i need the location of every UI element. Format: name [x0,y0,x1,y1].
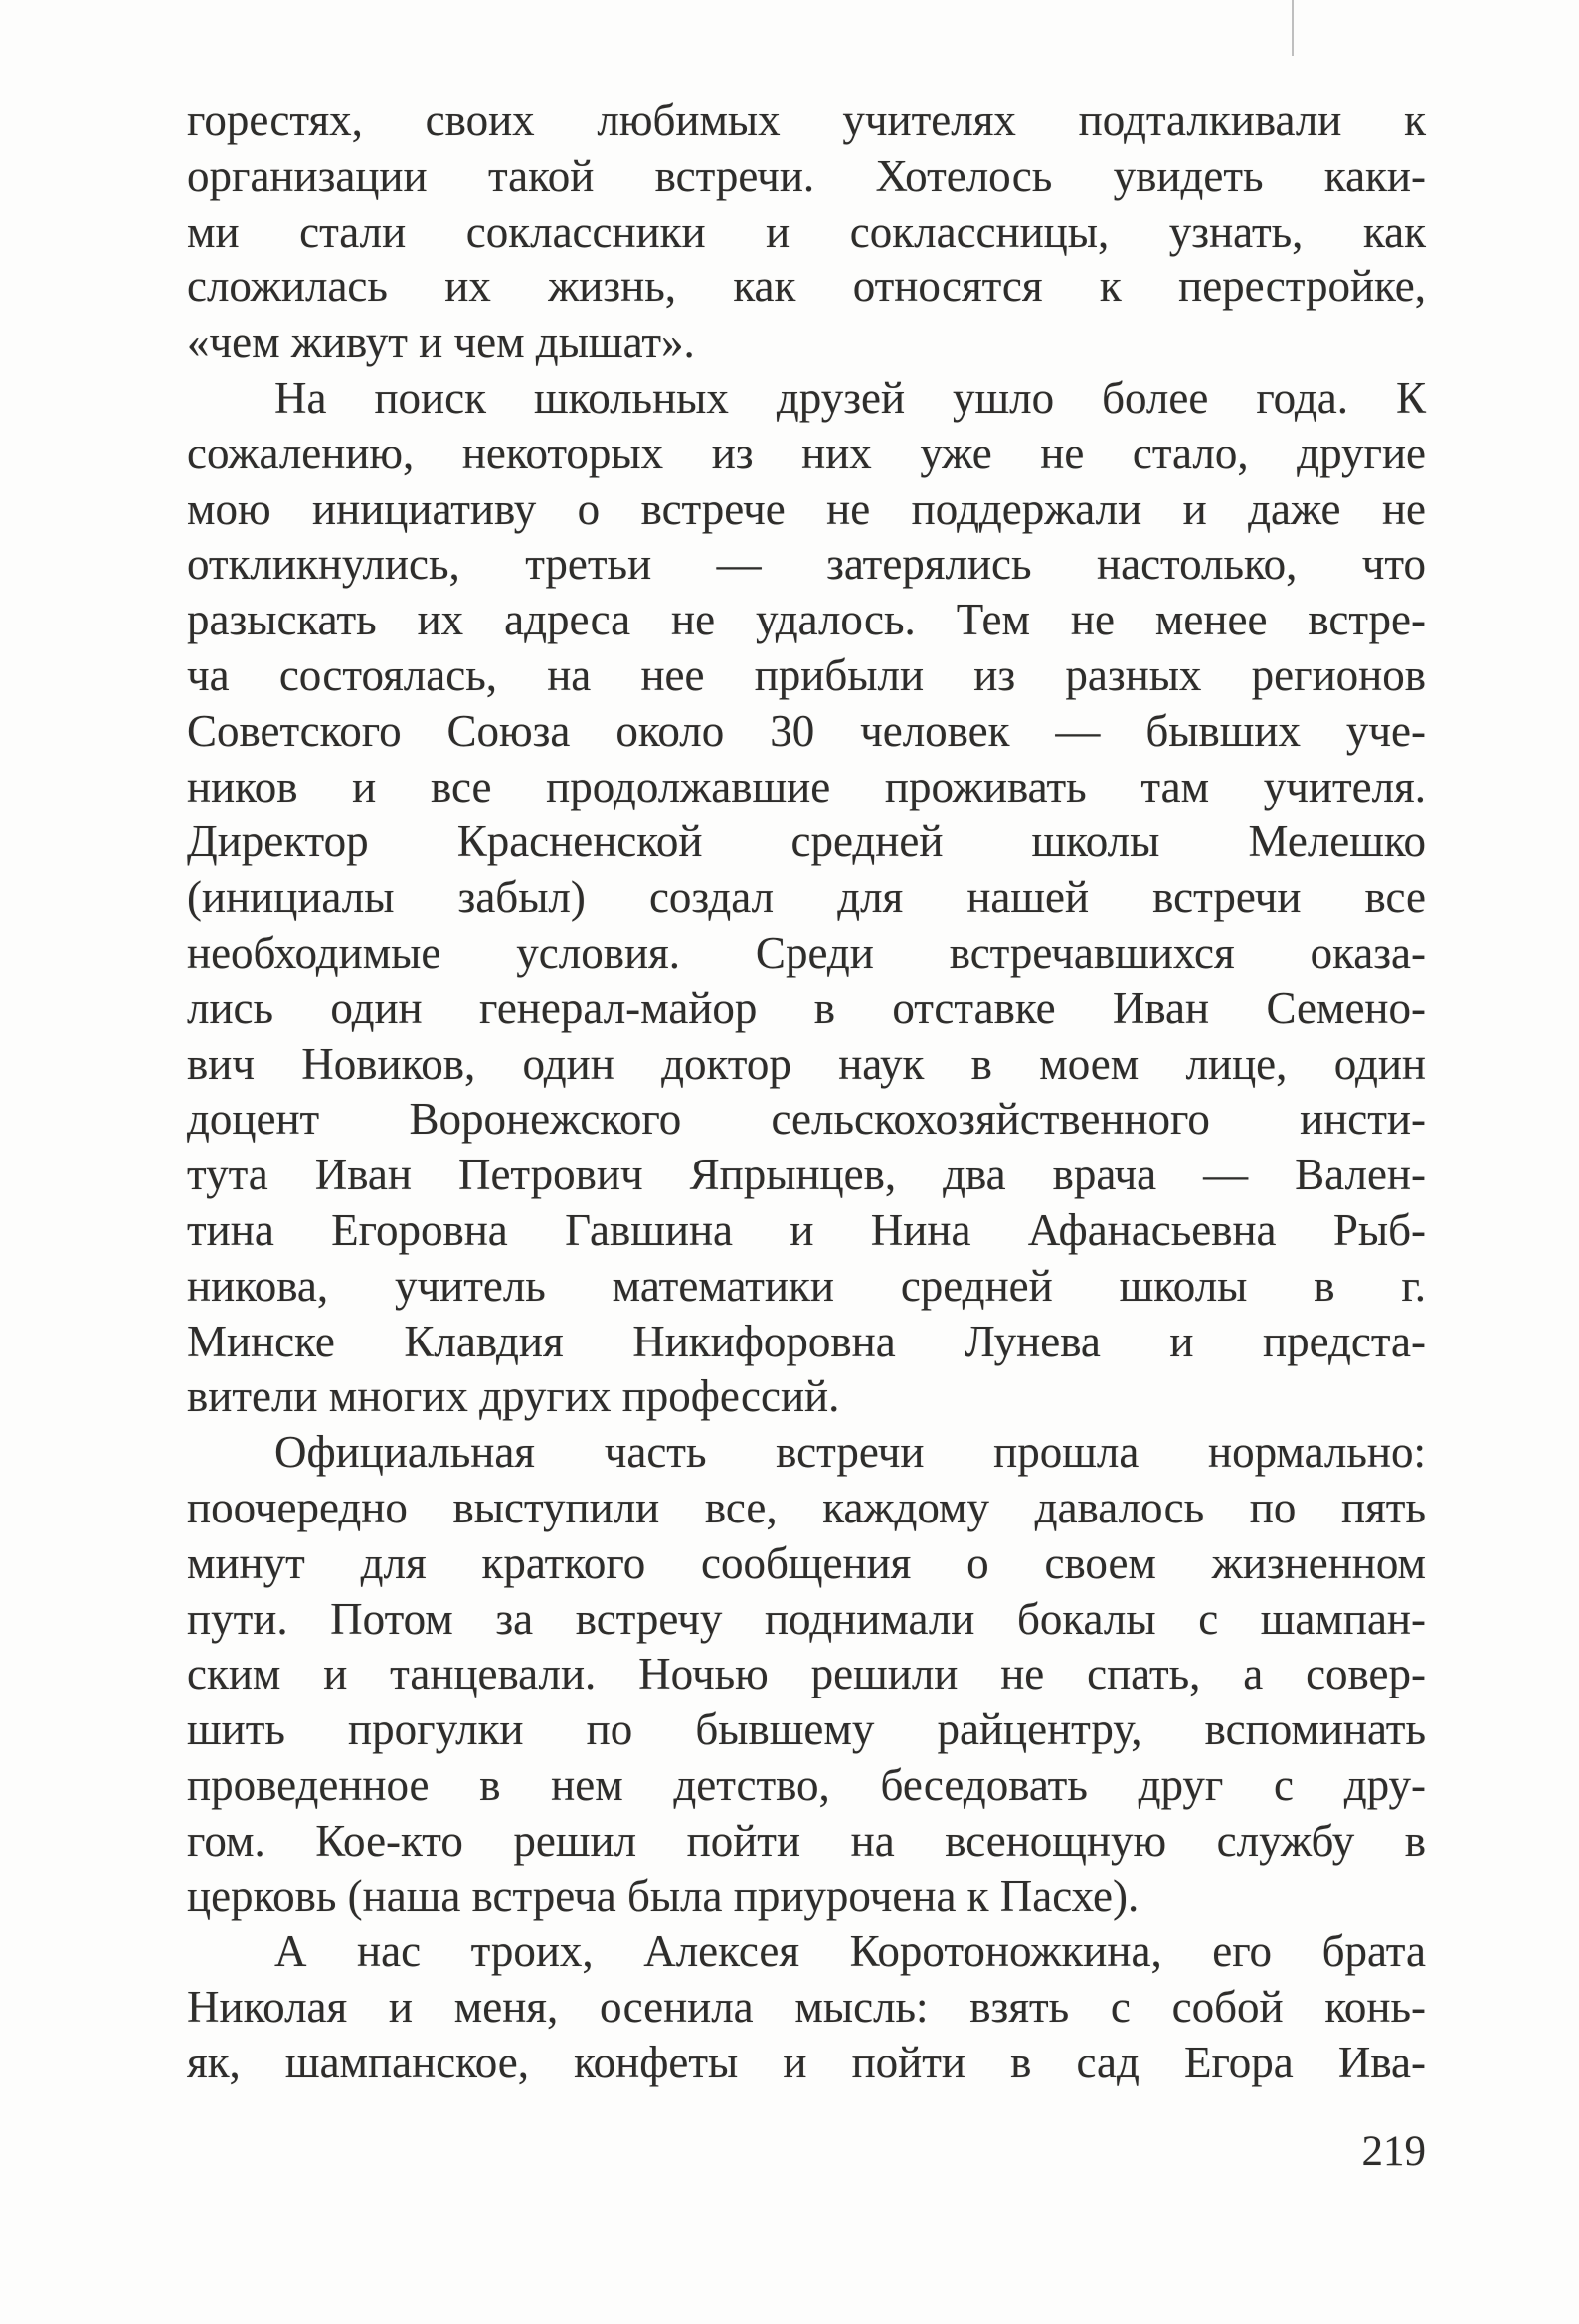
text-line: ников и все продолжавшие проживать там учителя. [187,761,1426,811]
text-line: гом. Кое-кто решил пойти на всенощную службу в [187,1815,1426,1866]
text-line: Директор Красненской средней школы Мелешко [187,816,1426,867]
text-line: вители многих других профессий. [187,1371,840,1422]
text-line: ским и танцевали. Ночью решили не спать, а совер- [187,1649,1426,1699]
text-line: поочередно выступили все, каждому давалось по пять [187,1482,1426,1532]
text-line: горестях, своих любимых учителях подталкивали к [187,95,1426,145]
text-line: пути. Потом за встречу поднимали бокалы с шампан- [187,1593,1426,1644]
text-line: вич Новиков, один доктор наук в моем лице, один [187,1038,1426,1089]
text-line: як, шампанское, конфеты и пойти в сад Егора Ива- [187,2037,1426,2087]
text-line: организации такой встречи. Хотелось увидеть каки- [187,150,1426,201]
text-line: шить прогулки по бывшему райцентру, вспоминать [187,1704,1426,1755]
text-line: церковь (наша встреча была приурочена к Пасхе). [187,1871,1140,1921]
text-line: тута Иван Петрович Япрынцев, два врача — Вален- [187,1150,1426,1200]
text-line: А нас троих, Алексея Коротоножкина, его брата [274,1926,1426,1977]
text-line: (инициалы забыл) создал для нашей встречи все [187,872,1426,923]
text-line: Минске Клавдия Никифоровна Лунева и предста- [187,1316,1426,1366]
text-line: никова, учитель математики средней школы в г. [187,1260,1426,1311]
text-line: лись один генерал-майор в отставке Иван Семено- [187,983,1426,1033]
text-line: Официальная часть встречи прошла нормально: [274,1427,1426,1478]
text-line: минут для краткого сообщения о своем жизненном [187,1537,1426,1588]
page-text-block [187,93,1426,2091]
scan-artifact-line [1292,0,1294,56]
text-line: «чем живут и чем дышат». [187,317,695,368]
text-line: Николая и меня, осенила мысль: взять с собой конь- [187,1982,1426,2033]
text-line: проведенное в нем детство, беседовать друг с дру- [187,1759,1426,1810]
text-line: доцент Воронежского сельскохозяйственного инсти- [187,1094,1426,1145]
text-line: ча состоялась, на нее прибыли из разных регионов [187,649,1426,700]
text-line: На поиск школьных друзей ушло более года. К [274,372,1426,423]
text-line: мою инициативу о встрече не поддержали и даже не [187,483,1426,534]
text-line: необходимые условия. Среди встречавшихся оказа- [187,927,1426,978]
text-line: тина Егоровна Гавшина и Нина Афанасьевна Рыб- [187,1204,1426,1255]
page-number: 219 [1361,2128,1426,2175]
text-line: Советского Союза около 30 человек — бывших уче- [187,705,1426,756]
text-line: сложилась их жизнь, как относятся к перестройке, [187,262,1426,312]
text-line: откликнулись, третьи — затерялись настолько, что [187,539,1426,590]
text-line: разыскать их адреса не удалось. Тем не менее встре- [187,595,1426,645]
text-line: ми стали соклассники и соклассницы, узнать, как [187,206,1426,257]
text-line: сожалению, некоторых из них уже не стало, другие [187,428,1426,478]
